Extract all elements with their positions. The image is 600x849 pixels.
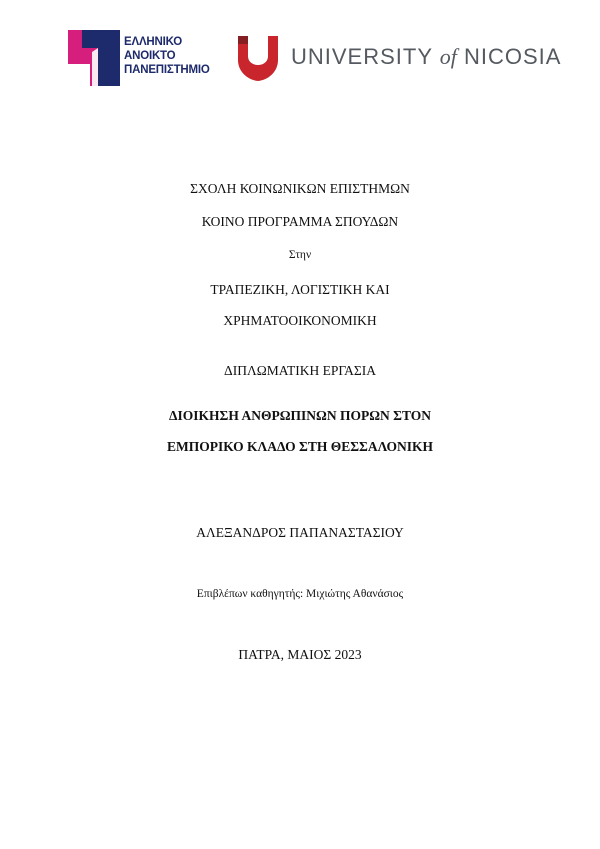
- program-in-label: Στην: [288, 249, 312, 261]
- hou-logo-text: [124, 35, 220, 77]
- unic-logo-text: [291, 44, 561, 70]
- unic-shield-icon: [236, 34, 280, 82]
- hou-line-1: ΕΛΛΗΝΙΚΟ: [124, 36, 182, 48]
- document-type: ΔΙΠΛΩΜΑΤΙΚΗ ΕΡΓΑΣΙΑ: [224, 363, 376, 378]
- thesis-title-line-2: ΕΜΠΟΡΙΚΟ ΚΛΑΔΟ ΣΤΗ ΘΕΣΣΑΛΟΝΙΚΗ: [167, 439, 433, 454]
- logos-header: [0, 30, 600, 90]
- field-line-1: ΤΡΑΠΕΖΙΚΗ, ΛΟΓΙΣΤΙΚΗ ΚΑΙ: [210, 282, 390, 297]
- place-date: ΠΑΤΡΑ, ΜΑΙΟΣ 2023: [238, 647, 362, 662]
- field-line-2: ΧΡΗΜΑΤΟΟΙΚΟΝΟΜΙΚΗ: [223, 313, 377, 328]
- unic-name-of: of: [439, 44, 457, 69]
- unic-name-post: NICOSIA: [464, 44, 562, 69]
- author-name: ΑΛΕΞΑΝΔΡΟΣ ΠΑΠΑΝΑΣΤΑΣΙΟΥ: [196, 525, 404, 540]
- supervisor: Επιβλέπων καθηγητής: Μιχιώτης Αθανάσιος: [196, 588, 404, 600]
- thesis-title-line-1: ΔΙΟΙΚΗΣΗ ΑΝΘΡΩΠΙΝΩΝ ΠΟΡΩΝ ΣΤΟΝ: [169, 408, 431, 423]
- university-of-nicosia-logo: [236, 34, 562, 84]
- program-name: ΚΟΙΝΟ ΠΡΟΓΡΑΜΜΑ ΣΠΟΥΔΩΝ: [201, 214, 399, 229]
- hou-line-2: ΑΝΟΙΚΤΟ: [124, 50, 176, 62]
- hou-line-3: ΠΑΝΕΠΙΣΤΗΜΙΟ: [124, 64, 210, 76]
- hou-emblem-icon: [68, 30, 124, 88]
- hellenic-open-university-logo: [68, 30, 218, 88]
- school-name: ΣΧΟΛΗ ΚΟΙΝΩΝΙΚΩΝ ΕΠΙΣΤΗΜΩΝ: [190, 181, 410, 196]
- unic-name-pre: UNIVERSITY: [291, 44, 433, 69]
